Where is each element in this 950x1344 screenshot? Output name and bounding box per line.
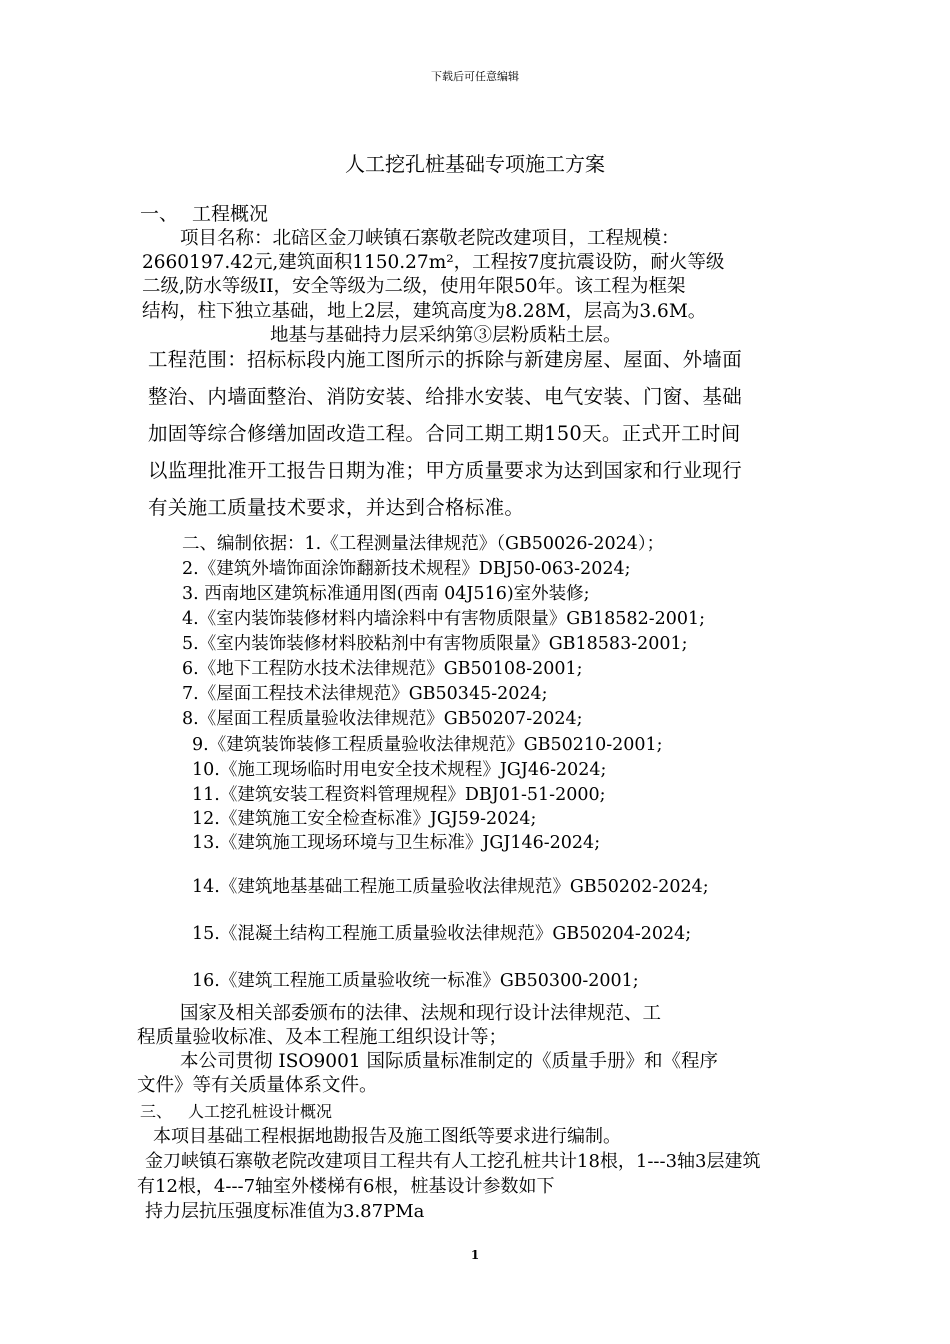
reference-item: 3. 西南地区建筑标准通用图(西南 04J516)室外装修;	[182, 584, 590, 604]
document-title: 人工挖孔桩基础专项施工方案	[345, 152, 605, 176]
page-header: 下载后可任意编辑	[431, 70, 519, 83]
reference-item: 9.《建筑装饰装修工程质量验收法律规范》GB50210-2001;	[192, 735, 663, 755]
reference-item: 7.《屋面工程技术法律规范》GB50345-2024;	[182, 684, 548, 704]
section3-line-2: 金刀峡镇石寨敬老院改建项目工程共有人工挖孔桩共计18根，1---3轴3层建筑	[145, 1151, 761, 1172]
laws-paragraph-line-1: 国家及相关部委颁布的法律、法规和现行设计法律规范、工	[180, 1003, 662, 1024]
scope-line-4: 以监理批准开工报告日期为准；甲方质量要求为达到国家和行业现行	[148, 459, 743, 482]
section1-line-3: 二级,防水等级ⅠI，安全等级为二级，使用年限50年。该工程为框架	[142, 276, 686, 297]
section1-line-1: 项目名称：北碚区金刀峡镇石寨敬老院改建项目，工程规模：	[180, 228, 680, 249]
reference-item: 10.《施工现场临时用电安全技术规程》JGJ46-2024;	[192, 760, 607, 780]
reference-item: 15.《混凝土结构工程施工质量验收法律规范》GB50204-2024;	[192, 924, 692, 944]
page-number: 1	[470, 1248, 480, 1262]
reference-item: 6.《地下工程防水技术法律规范》GB50108-2001;	[182, 659, 583, 679]
section3-heading: 人工挖孔桩设计概况	[188, 1102, 333, 1121]
reference-item: 11.《建筑安装工程资料管理规程》DBJ01-51-2000;	[192, 785, 606, 805]
reference-item: 16.《建筑工程施工质量验收统一标准》GB50300-2001;	[192, 971, 639, 991]
section1-line-5: 地基与基础持力层采纳第③层粉质粘土层。	[270, 325, 622, 346]
reference-item: 12.《建筑施工安全检查标准》JGJ59-2024;	[192, 809, 537, 829]
section3-line-1: 本项目基础工程根据地勘报告及施工图纸等要求进行编制。	[153, 1126, 621, 1147]
section3-line-3: 有12根，4---7轴室外楼梯有6根，桩基设计参数如下	[137, 1176, 555, 1197]
section3-line-4: 持力层抗压强度标准值为3.87PMa	[145, 1201, 425, 1222]
section1-heading-number: 一、	[140, 203, 179, 225]
reference-item: 2.《建筑外墙饰面涂饰翻新技术规程》DBJ50-063-2024;	[182, 559, 631, 579]
quality-paragraph-line-2: 文件》等有关质量体系文件。	[137, 1075, 378, 1096]
scope-line-3: 加固等综合修缮加固改造工程。合同工期工期150天。正式开工时间	[148, 422, 741, 445]
quality-paragraph-line-1: 本公司贯彻 ISO9001 国际质量标准制定的《质量手册》和《程序	[180, 1051, 718, 1072]
reference-item: 二、编制依据：1.《工程测量法律规范》（GB50026-2024）；	[182, 534, 665, 554]
section3-heading-number: 三、	[140, 1102, 173, 1121]
reference-item: 13.《建筑施工现场环境与卫生标准》JGJ146-2024;	[192, 833, 601, 853]
reference-item: 14.《建筑地基基础工程施工质量验收法律规范》GB50202-2024;	[192, 877, 709, 897]
scope-line-5: 有关施工质量技术要求，并达到合格标准。	[148, 496, 525, 519]
scope-line-2: 整治、内墙面整治、消防安装、给排水安装、电气安装、门窗、基础	[148, 385, 743, 408]
section1-line-4: 结构，柱下独立基础，地上2层，建筑高度为8.28M，层高为3.6M。	[142, 301, 707, 322]
section1-line-2: 2660197.42元,建筑面积1150.27m²，工程按7度抗震设防，耐火等级	[142, 252, 725, 273]
reference-item: 5.《室内装饰装修材料胶粘剂中有害物质限量》GB18583-2001;	[182, 634, 688, 654]
laws-paragraph-line-2: 程质量验收标准、及本工程施工组织设计等；	[137, 1027, 508, 1048]
reference-item: 4.《室内装饰装修材料内墙涂料中有害物质限量》GB18582-2001;	[182, 609, 706, 629]
section1-heading: 工程概况	[192, 203, 269, 225]
reference-item: 8.《屋面工程质量验收法律规范》GB50207-2024;	[182, 709, 583, 729]
scope-line-1: 工程范围：招标标段内施工图所示的拆除与新建房屋、屋面、外墙面	[148, 348, 743, 371]
